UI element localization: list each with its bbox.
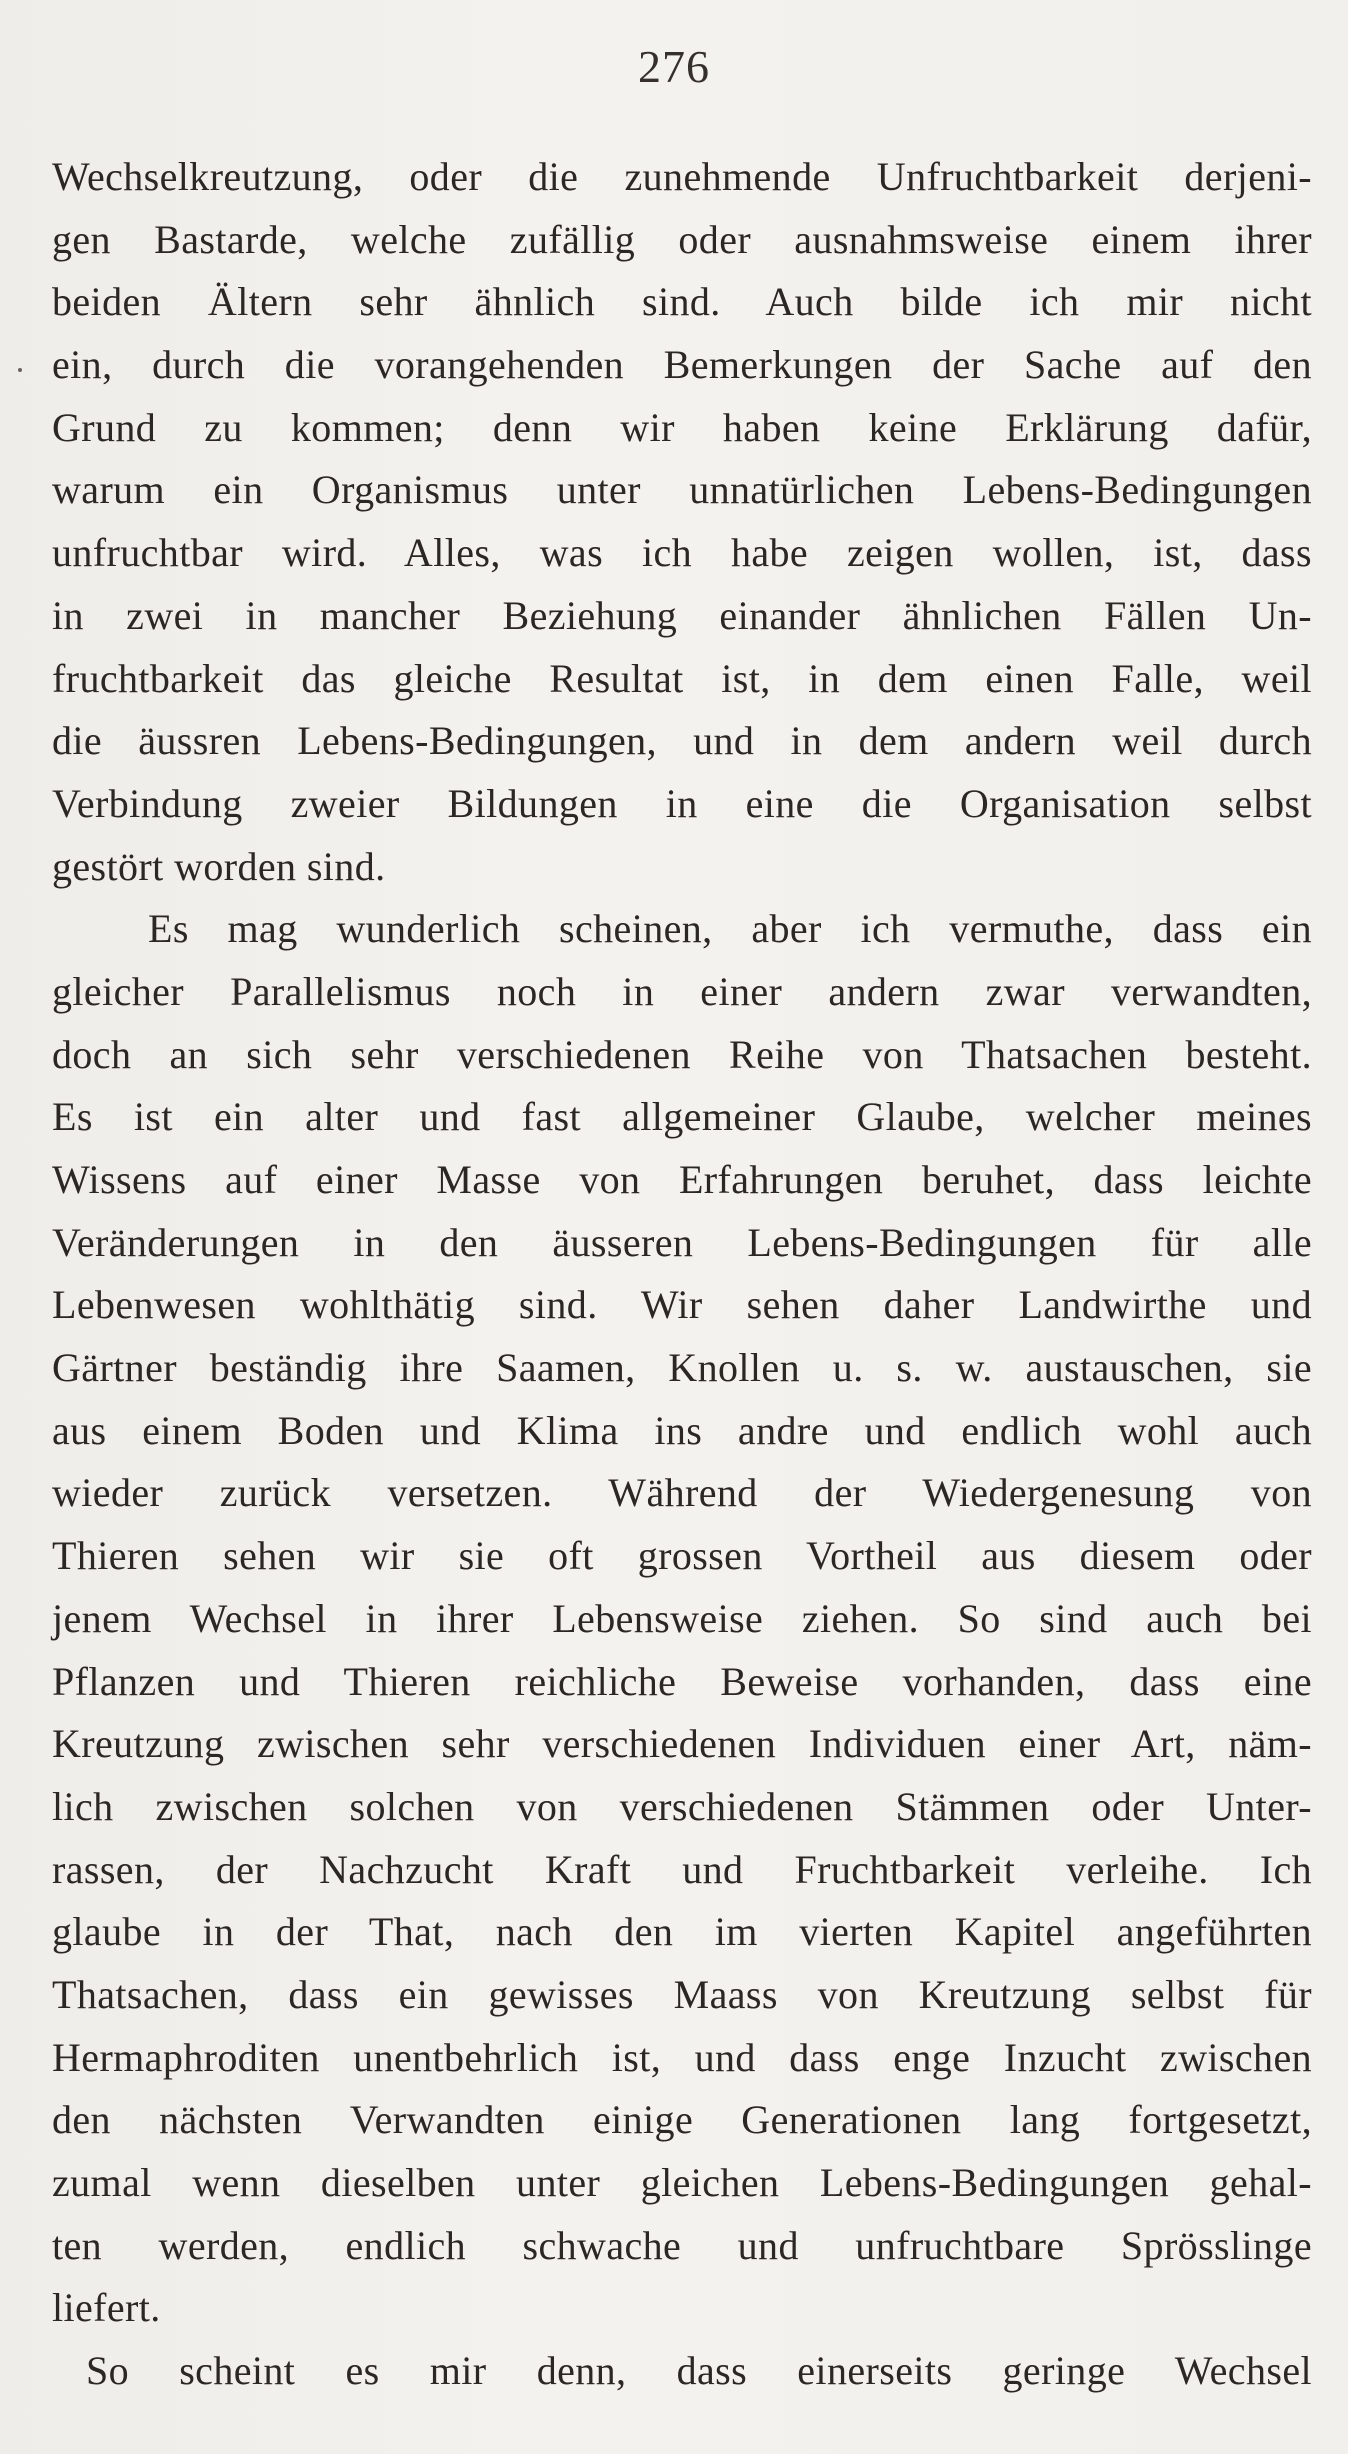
text-line: liefert. — [52, 2285, 161, 2331]
paragraph-2 — [52, 898, 1312, 2340]
text-line: warum ein Organismus unter unnatürlichen Lebens-Bedingungen — [52, 467, 1312, 513]
text-line: aus einem Boden und Klima ins andre und endlich wohl auch — [52, 1407, 1312, 1453]
text-line: Es ist ein alter und fast allgemeiner Glaube, welcher meines — [52, 1094, 1312, 1140]
text-line: den nächsten Verwandten einige Generationen lang fortgesetzt, — [52, 2097, 1312, 2143]
margin-mark — [18, 368, 22, 372]
text-line: Gärtner beständig ihre Saamen, Knollen u. s. w. austauschen, sie — [52, 1345, 1312, 1391]
text-line: beiden Ältern sehr ähnlich sind. Auch bilde ich mir nicht — [52, 279, 1312, 325]
text-line: gleicher Parallelismus noch in einer andern zwar verwandten, — [52, 968, 1312, 1014]
body-text — [52, 146, 1312, 2403]
text-line: Grund zu kommen; denn wir haben keine Erklärung dafür, — [52, 404, 1312, 450]
text-line: ein, durch die vorangehenden Bemerkungen der Sache auf den — [52, 342, 1312, 388]
paragraph-3 — [52, 2340, 1312, 2403]
text-line: zumal wenn dieselben unter gleichen Lebens-Bedingungen gehal- — [52, 2160, 1312, 2205]
text-line: Kreutzung zwischen sehr verschiedenen Individuen einer Art, näm- — [52, 1721, 1312, 1767]
text-line: lich zwischen solchen von verschiedenen Stämmen oder Unter- — [52, 1783, 1312, 1829]
text-line: jenem Wechsel in ihrer Lebensweise ziehen. So sind auch bei — [52, 1595, 1312, 1641]
text-line: Wechselkreutzung, oder die zunehmende Unfruchtbarkeit derjeni- — [52, 154, 1312, 199]
text-line: unfruchtbar wird. Alles, was ich habe zeigen wollen, ist, dass — [52, 530, 1312, 576]
text-line: Veränderungen in den äusseren Lebens-Bedingungen für alle — [52, 1219, 1312, 1265]
text-line: rassen, der Nachzucht Kraft und Fruchtbarkeit verleihe. Ich — [52, 1846, 1312, 1892]
text-line: Pflanzen und Thieren reichliche Beweise vorhanden, dass eine — [52, 1658, 1312, 1704]
text-line: Verbindung zweier Bildungen in eine die Organisation selbst — [52, 780, 1312, 826]
text-line: So scheint es mir denn, dass einerseits geringe Wechsel — [86, 2348, 1312, 2394]
text-line: Thatsachen, dass ein gewisses Maass von Kreutzung selbst für — [52, 1971, 1312, 2017]
text-line: glaube in der That, nach den im vierten Kapitel angeführten — [52, 1909, 1312, 1955]
text-line: Thieren sehen wir sie oft grossen Vortheil aus diesem oder — [52, 1533, 1312, 1579]
text-line: Lebenwesen wohlthätig sind. Wir sehen daher Landwirthe und — [52, 1282, 1312, 1328]
text-line: wieder zurück versetzen. Während der Wiedergenesung von — [52, 1470, 1312, 1516]
page-number: 276 — [638, 41, 710, 92]
text-line: ten werden, endlich schwache und unfruchtbare Sprösslinge — [52, 2222, 1312, 2268]
text-line: fruchtbarkeit das gleiche Resultat ist, in dem einen Falle, weil — [52, 655, 1312, 701]
text-line: gestört worden sind. — [52, 843, 386, 889]
text-line: Es mag wunderlich scheinen, aber ich vermuthe, dass ein — [148, 906, 1312, 952]
text-line: gen Bastarde, welche zufällig oder ausnahmsweise einem ihrer — [52, 216, 1312, 262]
paragraph-1 — [52, 146, 1312, 898]
text-line: in zwei in mancher Beziehung einander ähnlichen Fällen Un- — [52, 592, 1312, 638]
text-line: Wissens auf einer Masse von Erfahrungen beruhet, dass leichte — [52, 1157, 1312, 1202]
text-line: doch an sich sehr verschiedenen Reihe von Thatsachen besteht. — [52, 1031, 1312, 1077]
text-line: Hermaphroditen unentbehrlich ist, und dass enge Inzucht zwischen — [52, 2034, 1312, 2080]
text-line: die äussren Lebens-Bedingungen, und in dem andern weil durch — [52, 718, 1312, 764]
